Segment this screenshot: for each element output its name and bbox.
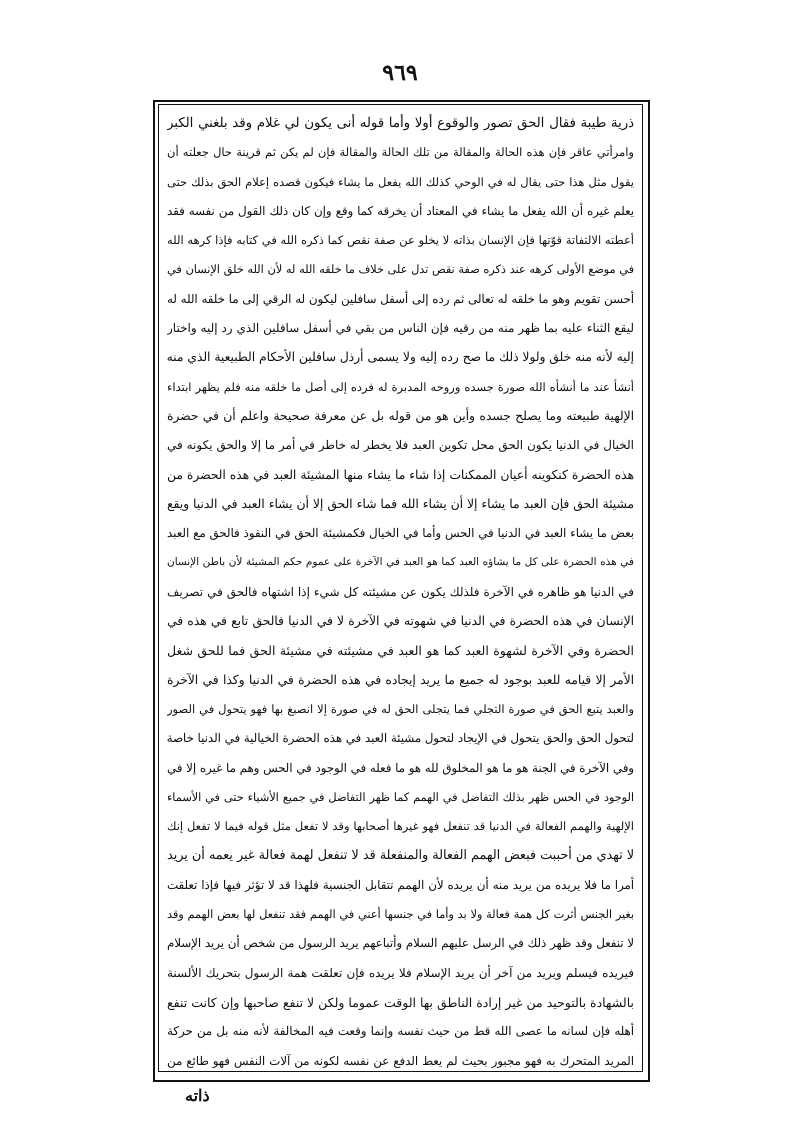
text-line: الأمر إلا قيامه للعبد بوجود له جميع ما يريد إيجاده في هذه الحضرة في الدنيا وكذا في الآخرة — [167, 672, 634, 687]
text-line: الخيال في الدنيا يكون الحق محل تكوين العبد فلا يخطر له خاطر في أمر ما إلا والحق يكونه في — [167, 438, 634, 453]
text-body — [167, 109, 634, 1072]
text-line: أنشأ عند ما أنشأه الله صورة جسده وروحه المدبرة له فرده إلى أصل ما خلقه منه فلم يظهر ابتداء — [167, 379, 634, 394]
text-line: مشيئة الحق فإن العبد ما يشاء إلا أن يشاء الله فما شاء الحق إلا أن يشاء العبد في الدنيا ويقع — [167, 496, 634, 511]
text-line: الوجود في الحس ظهر بذلك التفاضل في الهمم كما ظهر التفاضل في جميع الأشياء حتى في الأسماء — [167, 790, 634, 804]
text-line: في الدنيا هو ظاهره في الآخرة فلذلك يكون عن مشيئته كل شيء إذا اشتهاه فالحق في تصريف — [167, 584, 634, 599]
text-line: أحسن تقويم وهو ما خلقه له تعالى ثم رده إلى أسفل سافلين ليكون له الرقي إلى ما خلقه الله له — [167, 291, 634, 306]
text-line: ليقع الثناء عليه بما ظهر منه من رقيه فإن الناس من بقي في أسفل سافلين الذي رد إليه واختار — [167, 321, 634, 336]
text-line: أعطته الالتفاتة قوّتها فإن الإنسان بذاته لا يخلو عن صفة نقص كما ذكره الله في كتابه فإذا كرهه الله — [167, 233, 634, 248]
catchword: ذاته — [185, 1086, 210, 1105]
text-line: والعبد يتبع الحق في صورة التجلي فما يتجلى الحق له في صورة إلا انصبغ بها فهو يتحول في الصور — [167, 701, 634, 716]
text-line: في موضع الأولى كرهه عند ذكره صفة نقص تدل على خلاف ما خلقه الله له لأن الله خلق الإنسان في — [167, 263, 634, 277]
text-line: لا تهدي من أحببت فبعض الهمم الفعالة والمنفعلة قد لا تنفعل لهمة فعالة غير يعمه أن يريد — [167, 848, 634, 864]
text-line: ذرية طيبة فقال الحق تصور والوقوع أولا وأما قوله أنى يكون لي غلام وقد بلغني الكبر — [167, 116, 634, 131]
text-line: المريد المتحرك به فهو مجبور بحيث لم يعط الدفع عن نفسه لكونه من آلات النفس فهو طائع من — [167, 1053, 634, 1068]
text-line: وفي الآخرة في الجنة هو ما هو المخلوق لله هو ما فعله في الوجود في الحس وهم ما غيره إلا في — [167, 760, 634, 775]
text-line: الإنسان في هذه الحضرة في الدنيا في شهوته في الآخرة لا في الدنيا فالحق تابع في هذه في — [167, 614, 634, 629]
text-line: لتحول الحق والحق يتحول في الإيجاد لتحول مشيئة العبد في هذه الحضرة الخيالية في الدنيا خاصة — [167, 731, 634, 746]
text-line: فيريده فيسلم ويريد من آخر أن يريد الإسلام فلا يريده فإن تعلقت همة الرسول بتحريك الألسنة — [167, 965, 634, 980]
text-line: يعلم غيره أن الله يفعل ما يشاء في المعتاد أن يخرقه كما وقع وإن كان ذلك القول من نفسه فقد — [167, 203, 634, 218]
text-line: الإلهية والهمم الفعالة في الدنيا قد تنفعل فهو غيرها أصحابها وقد لا تفعل مثل قوله فيما لا تفعل إنك — [167, 819, 634, 834]
text-line: بالشهادة بالتوحيد من غير إرادة الناطق بها الوقت عموما ولكن لا تنفع صاحبها وإن كانت تنفع — [167, 994, 634, 1010]
page-frame-inner — [158, 104, 643, 1072]
text-line: يقول مثل هذا حتى يقال له في الوحي كذلك الله يفعل ما يشاء فيكون قصده إعلام الحق بذلك حتى — [167, 174, 634, 189]
text-line: الإلهية طبيعته وما يصلح جسده وأين هو من قوله بل عن معرفة صحيحة واعلم أن في حضرة — [167, 408, 634, 423]
text-line: في هذه الحضرة على كل ما يشاؤه العبد كما هو العبد في الآخرة على عموم حكم المشيئة لأن باطن الإنسان — [167, 556, 634, 569]
text-line: بغير الجنس أثرت كل همة فعالة ولا بد وأما في جنسها أعني في الهمم فقد تنفعل لها بعض الهمم وقد — [167, 908, 634, 922]
page-number: ٩٦٩ — [382, 60, 418, 86]
text-line: بعض ما يشاء العبد في الدنيا في الحس وأما في الخيال فكمشيئة الحق في النفوذ فالحق مع العبد — [167, 526, 634, 541]
text-line: لا تنفعل وقد ظهر ذلك في الرسل عليهم السلام وأتباعهم يريد الرسول من شخص أن يريد الإسلام — [167, 936, 634, 951]
text-line: أمرا ما فلا يريده من يريد منه أن يريده لأن الهمم تتقابل الجنسية فلهذا قد لا تؤثر فيها فإذا تعلقت — [167, 877, 634, 892]
text-line: إليه لأنه منه خلق ولولا ذلك ما صح رده إليه ولا يسمى أرذل سافلين الأحكام الطبيعية الذي منه — [167, 350, 634, 365]
text-line: وامرأتي عاقر فإن هذه الحالة والمقالة من تلك الحالة والمقالة فإن لم يكن ثم قرينة حال جعلته أن — [167, 145, 634, 160]
text-line: أهله فإن لسانه ما عصى الله قط من حيث نفسه وإنما وقعت فيه المخالفة لأنه منه بل من حركة — [167, 1024, 634, 1039]
text-line: الحضرة وفي الآخرة لشهوة العبد كما هو العبد في مشيئته في مشيئة الحق فما للحق شغل — [167, 643, 634, 659]
text-line: هذه الحضرة كنكوينه أعيان الممكنات إذا شاء ما يشاء منها المشيئة العبد في هذه الحضرة من — [167, 467, 634, 482]
